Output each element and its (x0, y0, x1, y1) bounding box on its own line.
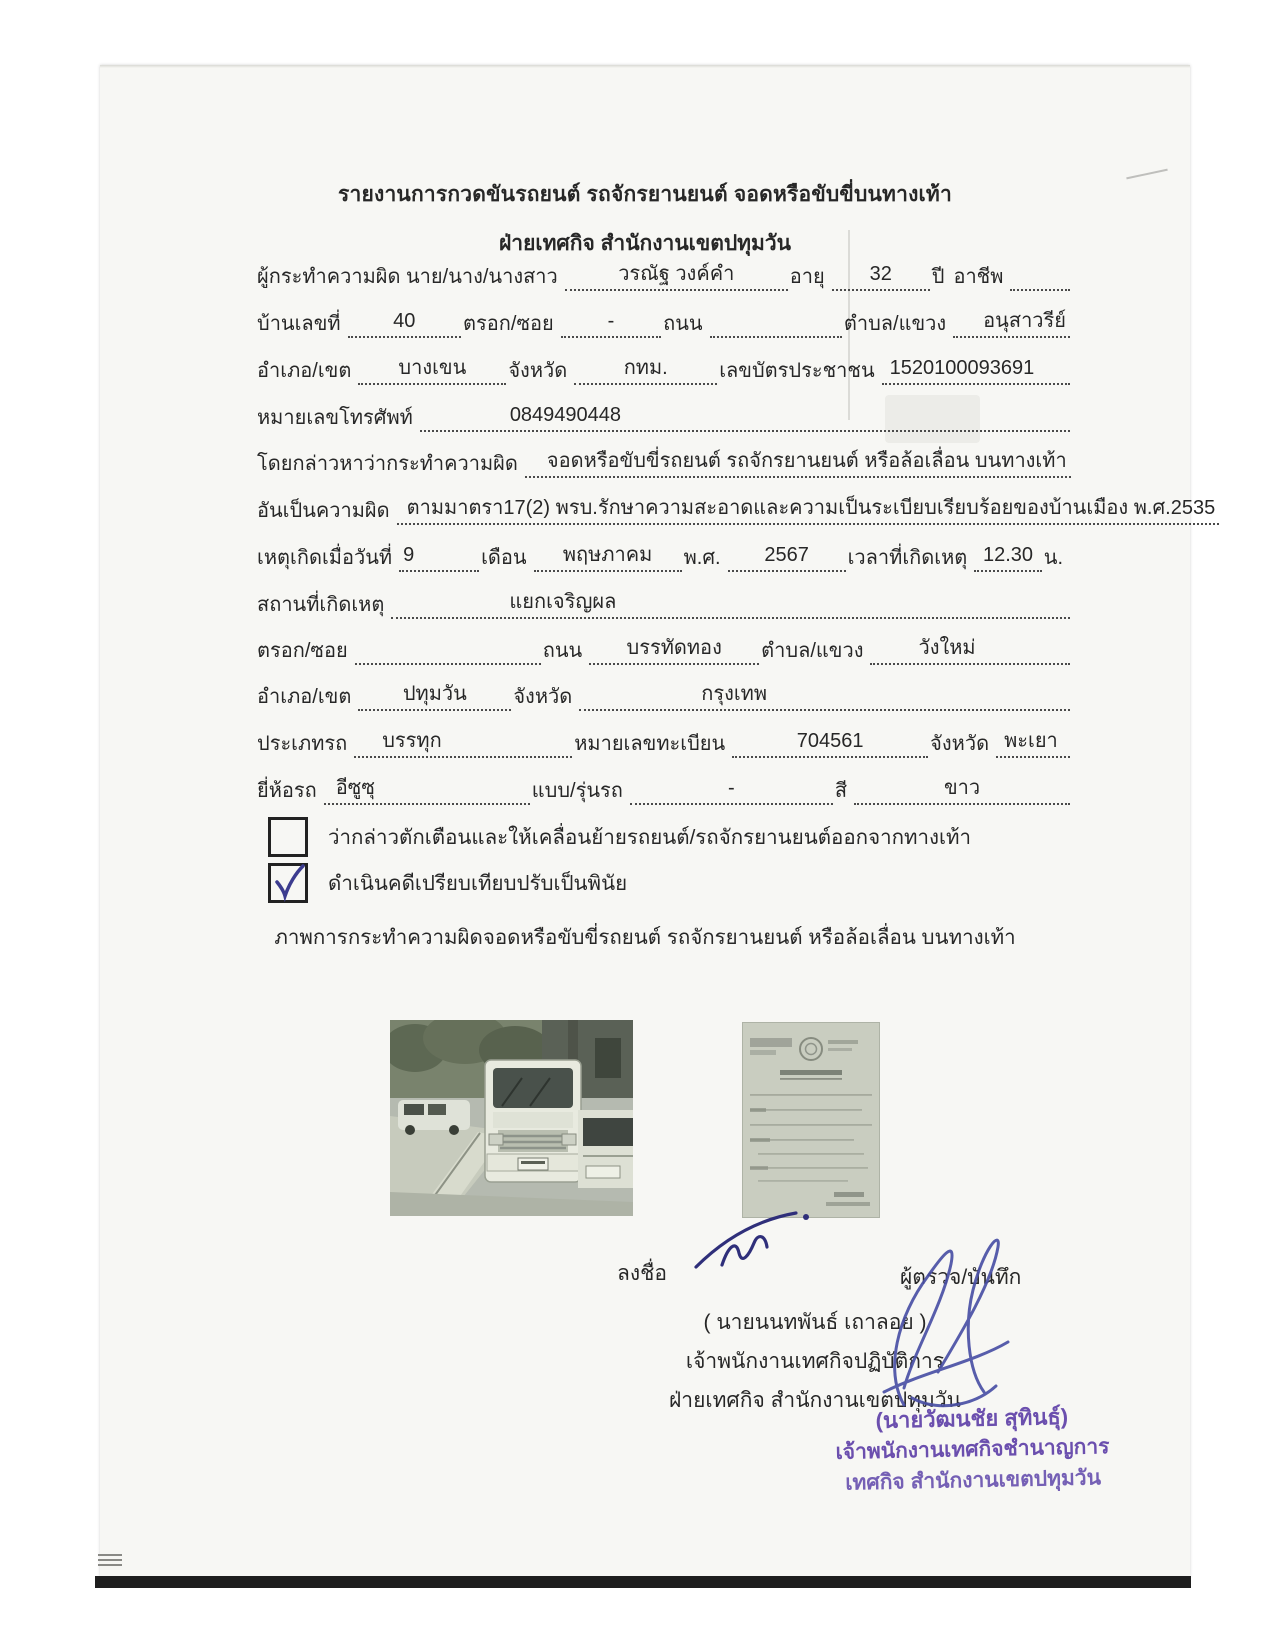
form-line-address2 (255, 355, 1070, 385)
era-value: 2567 (728, 542, 846, 572)
accusation-value: จอดหรือขับขี่รถยนต์ รถจักรยานยนต์ หรือล้อเลื่อน บนทางเท้า (525, 448, 1071, 478)
plate-province-label: จังหวัด (930, 733, 990, 755)
month-label: เดือน (481, 547, 527, 569)
model-label: แบบ/รุ่นรถ (531, 780, 623, 802)
inspector-department: ฝ่ายเทศกิจ สำนักงานเขตปทุมวัน (668, 1389, 962, 1412)
occupation-label: อาชีพ (953, 266, 1004, 288)
scanned-report-page (100, 65, 1216, 1577)
phone-label: หมายเลขโทรศัพท์ (257, 407, 413, 429)
year-label: ปี (931, 266, 945, 288)
stamp-name: (นายวัฒนชัย สุทินธุ์) (875, 1403, 1069, 1434)
time-label: เวลาที่เกิดเหตุ (847, 547, 968, 569)
scan-bottom-notch (98, 1554, 122, 1572)
offense-value: ตามมาตรา17(2) พรบ.รักษาความสะอาดและความเป็นระเบียบเรียบร้อยของบ้านเมือง พ.ศ.2535 (397, 495, 1220, 525)
scene-province-label: จังหวัด (513, 686, 573, 708)
province-value: กทม. (574, 355, 717, 385)
evidence-photo-citation (742, 1022, 880, 1218)
scene-road-value: บรรทัดทอง (589, 635, 759, 665)
scene-road-label: ถนน (542, 640, 583, 662)
color-label: สี (834, 780, 848, 802)
paper-top-edge (100, 65, 1190, 68)
brand-value: อีซูซุ (324, 775, 530, 805)
form-line-address1 (255, 308, 1070, 338)
warning-checkbox (268, 817, 308, 857)
official-stamp (799, 1399, 1146, 1499)
scene-alley-value (355, 635, 541, 665)
inspector-signature-ink (688, 1205, 848, 1280)
road-label: ถนน (663, 313, 703, 335)
form-line-vehicle (255, 728, 1070, 758)
scene-district-value: ปทุมวัน (358, 681, 511, 711)
form-line-offense (255, 495, 1216, 525)
color-value: ขาว (854, 775, 1070, 805)
inspector-position: เจ้าพนักงานเทศกิจปฏิบัติการ (685, 1350, 945, 1373)
form-line-accusation (255, 448, 1070, 478)
plate-label: หมายเลขทะเบียน (574, 733, 726, 755)
brand-label: ยี่ห้อรถ (257, 780, 317, 802)
alley-value: - (561, 308, 661, 338)
form-line-brand (255, 775, 1070, 805)
id-value: 1520100093691 (882, 355, 1070, 385)
scene-subdistrict-value: วังใหม่ (870, 635, 1070, 665)
vehicle-type-value: บรรทุก (354, 728, 572, 758)
fine-checkbox-label: ดำเนินคดีเปรียบเทียบปรับเป็นพินัย (328, 871, 628, 895)
plate-province-value: พะเยา (996, 728, 1070, 758)
scene-alley-label: ตรอก/ซอย (257, 640, 348, 662)
form-line-scene-district (255, 681, 1070, 711)
era-label: พ.ศ. (683, 547, 721, 569)
stamp-department: เทศกิจ สำนักงานเขตปทุมวัน (845, 1466, 1102, 1495)
plate-value: 704561 (732, 728, 928, 758)
sign-label: ลงชื่อ (617, 1262, 667, 1285)
scene-value: แยกเจริญผล (391, 589, 1070, 619)
incident-date-value: 9 (399, 542, 479, 572)
house-no-label: บ้านเลขที่ (257, 313, 341, 335)
scene-province-value: กรุงเทพ (579, 681, 1070, 711)
offense-label: อันเป็นความผิด (257, 500, 390, 522)
checkbox-row-warning (268, 817, 971, 857)
time-value: 12.30 (974, 542, 1042, 572)
district-value: บางเขน (358, 355, 506, 385)
scene-district-label: อำเภอ/เขต (257, 686, 352, 708)
model-value: - (630, 775, 833, 805)
alley-label: ตรอก/ซอย (463, 313, 554, 335)
id-label: เลขบัตรประชาชน (719, 360, 875, 382)
scene-subdistrict-label: ตำบล/แขวง (761, 640, 864, 662)
scan-bottom-edge (95, 1576, 1191, 1588)
incident-date-label: เหตุเกิดเมื่อวันที่ (257, 547, 393, 569)
form-line-scene-road (255, 635, 1070, 665)
scene-label: สถานที่เกิดเหตุ (257, 594, 385, 616)
subdistrict-label: ตำบล/แขวง (843, 313, 947, 335)
age-value: 32 (832, 261, 930, 291)
vehicle-type-label: ประเภทรถ (257, 733, 348, 755)
form-line-scene (255, 589, 1070, 619)
photos-caption: ภาพการกระทำความผิดจอดหรือขับขี่รถยนต์ รถจักรยานยนต์ หรือล้อเลื่อน บนทางเท้า (274, 926, 1016, 949)
road-value (710, 308, 842, 338)
report-title: รายงานการกวดขันรถยนต์ รถจักรยานยนต์ จอดหรือขับขี่บนทางเท้า (338, 183, 952, 206)
age-label: อายุ (789, 266, 825, 288)
approver-signature-ink (842, 1220, 1022, 1420)
subdistrict-value: อนุสาวรีย์ (953, 308, 1070, 338)
offender-name-value: วรณัฐ วงค์คำ (565, 261, 788, 291)
form-line-offender (255, 261, 1070, 291)
occupation-value (1010, 261, 1070, 291)
inspector-name: ( นายนนทพันธ์ เถาลอย ) (703, 1311, 927, 1334)
evidence-photo-truck (390, 1020, 633, 1216)
accusation-label: โดยกล่าวหาว่ากระทำความผิด (257, 453, 518, 475)
warning-checkbox-label: ว่ากล่าวตักเตือนและให้เคลื่อนย้ายรถยนต์/รถจักรยานยนต์ออกจากทางเท้า (328, 825, 972, 849)
form-line-datetime (255, 542, 1070, 572)
time-unit-label: น. (1043, 547, 1063, 569)
stamp-position: เจ้าพนักงานเทศกิจชำนาญการ (835, 1435, 1110, 1464)
report-subtitle: ฝ่ายเทศกิจ สำนักงานเขตปทุมวัน (498, 232, 792, 255)
check-mark-icon (269, 860, 311, 904)
inspector-role-label: ผู้ตรวจ/บันทึก (900, 1266, 1022, 1289)
offender-label: ผู้กระทำความผิด นาย/นาง/นางสาว (257, 266, 558, 288)
house-no-value: 40 (348, 308, 462, 338)
checkbox-row-fine (268, 863, 627, 903)
fine-checkbox (268, 863, 308, 903)
phone-value: 0849490448 (420, 402, 1070, 432)
district-label: อำเภอ/เขต (257, 360, 352, 382)
province-label: จังหวัด (508, 360, 568, 382)
form-line-phone (255, 402, 1070, 432)
month-value: พฤษภาคม (534, 542, 682, 572)
